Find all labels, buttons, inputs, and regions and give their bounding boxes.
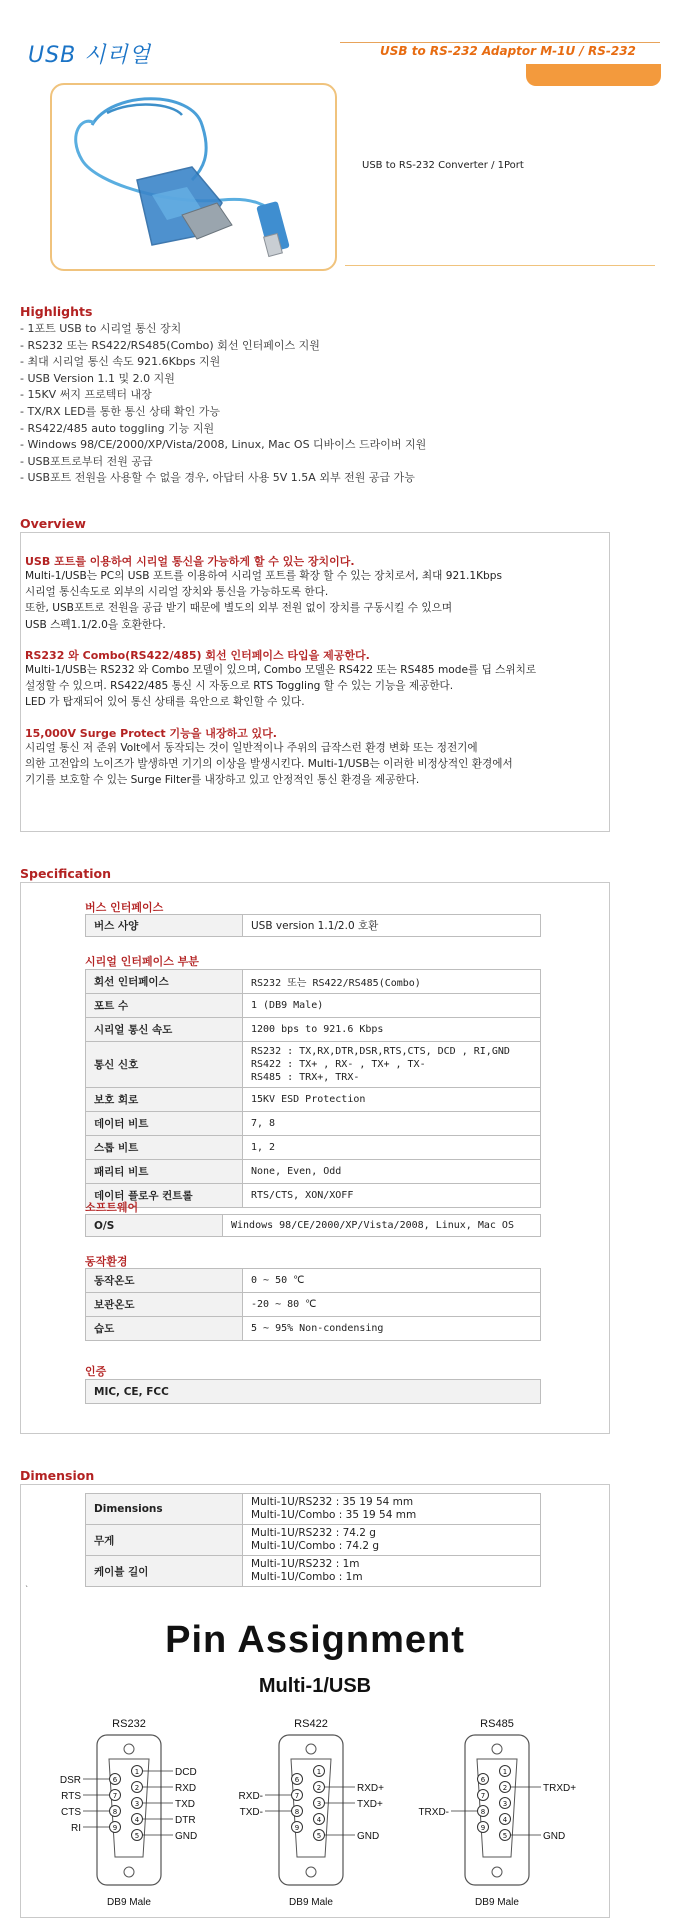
spec-group-title: 시리얼 인터페이스 부분	[85, 955, 199, 968]
list-item: - 최대 시리얼 통신 속도 921.6Kbps 지원	[20, 355, 221, 369]
pin-number: 6	[480, 1776, 486, 1784]
spec-key: 스톱 비트	[86, 1136, 243, 1160]
spec-key: 패리티 비트	[86, 1160, 243, 1184]
overview-heading-3: 15,000V Surge Protect 기능을 내장하고 있다.	[25, 727, 277, 740]
pin-assignment-title: Pin Assignment	[165, 1619, 465, 1661]
connector-shell	[279, 1735, 343, 1885]
spec-table-environment	[85, 1268, 541, 1341]
product-name: USB to RS-232 Adaptor M-1U / RS-232	[380, 44, 636, 58]
spec-value: Multi-1U/RS232 : 1m Multi-1U/Combo : 1m	[243, 1556, 541, 1587]
highlights-list	[20, 321, 426, 487]
table-row	[86, 1317, 541, 1341]
dimension-table	[85, 1493, 541, 1587]
connector-footer: DB9 Male	[289, 1897, 333, 1908]
pin-label: RTS	[61, 1791, 81, 1802]
pin-number: 8	[294, 1808, 300, 1816]
table-row	[86, 1160, 541, 1184]
pin-number: 7	[480, 1792, 486, 1800]
pin-number: 3	[502, 1800, 508, 1808]
spec-key: 데이터 플로우 컨트롤	[86, 1184, 243, 1208]
highlights-title: Highlights	[20, 304, 93, 319]
pin-number: 9	[294, 1824, 300, 1832]
spec-key: 포트 수	[86, 994, 243, 1018]
spec-key: O/S	[86, 1215, 223, 1237]
pin-number: 7	[294, 1792, 300, 1800]
table-row	[86, 1042, 541, 1088]
connector-rs232	[60, 1718, 197, 1908]
table-row	[86, 970, 541, 994]
list-item: - RS422/485 auto toggling 기능 지원	[20, 421, 215, 435]
table-row	[86, 915, 541, 937]
pin-number: 8	[112, 1808, 118, 1816]
spec-value: -20 ~ 80 ℃	[243, 1293, 541, 1317]
list-item: - TX/RX LED를 통한 통신 상태 확인 가능	[20, 404, 221, 418]
pin-number: 9	[480, 1824, 486, 1832]
spec-value: None, Even, Odd	[243, 1160, 541, 1184]
spec-key: 무게	[86, 1525, 243, 1556]
pin-number: 1	[134, 1768, 140, 1776]
pin-label: GND	[175, 1831, 198, 1842]
specification-box	[20, 882, 610, 1434]
pin-number: 6	[112, 1776, 118, 1784]
overview-text-1: Multi-1/USB는 PC의 USB 포트를 이용하여 시리얼 포트를 확장 할 수 있는 장치로서, 최대 921.1Kbps 시리얼 통신속도로 외부의 시리얼 장치와 통신을 가능하도록 한다. 또한, USB포트로 전원을 공급 받기 때문에 별도의 외부 전원 없이 장치를 구동시킬 수 있으며 USB 스펙1.1/2.0을 호환한다.	[25, 570, 502, 631]
pin-number: 4	[134, 1816, 140, 1824]
pin-diagram	[21, 1715, 609, 1915]
spec-key: MIC, CE, FCC	[86, 1380, 541, 1404]
spec-key: 시리얼 통신 속도	[86, 1018, 243, 1042]
spec-key: 데이터 비트	[86, 1112, 243, 1136]
mount-hole	[492, 1867, 502, 1877]
pin-label: RXD-	[238, 1791, 263, 1802]
pin-label: RI	[71, 1823, 81, 1834]
table-row	[86, 1380, 541, 1404]
spec-table-certification	[85, 1379, 541, 1404]
overview-title: Overview	[20, 516, 86, 531]
overview-text-3: 시리얼 통신 저 준위 Volt에서 동작되는 것이 일반적이나 주위의 급작스런 환경 변화 또는 정전기에 의한 고전압의 노이즈가 발생하면 기기의 이상을 발생시킨다. Multi-1/USB는 이러한 비정상적인 환경에서 기기를 보호할 수 있는 Surge Filter를 내장하고 있고 안정적인 통신 환경을 제공한다.	[25, 742, 513, 787]
table-row	[86, 1088, 541, 1112]
overview-box	[20, 532, 610, 832]
pin-label: DCD	[175, 1767, 197, 1778]
list-item: - USB Version 1.1 및 2.0 지원	[20, 371, 175, 385]
spec-value: Multi-1U/RS232 : 35 19 54 mm Multi-1U/Combo : 35 19 54 mm	[243, 1494, 541, 1525]
spec-value: 5 ~ 95% Non-condensing	[243, 1317, 541, 1341]
connector-shell	[465, 1735, 529, 1885]
page-title: USB 시리얼	[28, 43, 151, 68]
list-item: - USB포트 전원을 사용할 수 없을 경우, 아답터 사용 5V 1.5A 외부 전원 공급 가능	[20, 471, 415, 485]
spec-key: 회선 인터페이스	[86, 970, 243, 994]
pin-label: TRXD-	[418, 1807, 449, 1818]
spec-table-serial	[85, 969, 541, 1208]
pin-number: 2	[134, 1784, 140, 1792]
pin-number: 5	[316, 1832, 322, 1840]
pin-label: RXD+	[357, 1783, 384, 1794]
spec-key: 통신 신호	[86, 1042, 243, 1088]
spec-group-title: 버스 인터페이스	[85, 901, 164, 914]
pin-number: 9	[112, 1824, 118, 1832]
mount-hole	[124, 1867, 134, 1877]
spec-value: Windows 98/CE/2000/XP/Vista/2008, Linux, Mac OS	[223, 1215, 541, 1237]
spec-group-title: 동작환경	[85, 1255, 128, 1268]
pin-number: 5	[134, 1832, 140, 1840]
table-row	[86, 994, 541, 1018]
pin-number: 5	[502, 1832, 508, 1840]
pin-number: 2	[502, 1784, 508, 1792]
list-item: - 15KV 써지 프로텍터 내장	[20, 388, 152, 402]
spec-value: USB version 1.1/2.0 호환	[243, 915, 541, 937]
pin-number: 3	[316, 1800, 322, 1808]
pin-number: 1	[316, 1768, 322, 1776]
pin-number: 4	[316, 1816, 322, 1824]
table-row	[86, 1018, 541, 1042]
dimension-title: Dimension	[20, 1468, 95, 1483]
product-short-description: USB to RS-232 Converter / 1Port	[362, 160, 524, 171]
pin-assignment-subtitle: Multi-1/USB	[258, 1675, 372, 1697]
pin-number: 8	[480, 1808, 486, 1816]
spec-value: RS232 : TX,RX,DTR,DSR,RTS,CTS, DCD , RI,GND RS422 : TX+ , RX- , TX+ , TX- RS485 : TRX+, TRX-	[243, 1042, 541, 1088]
mount-hole	[306, 1744, 316, 1754]
spec-value: 15KV ESD Protection	[243, 1088, 541, 1112]
pin-number: 6	[294, 1776, 300, 1784]
spec-key: Dimensions	[86, 1494, 243, 1525]
pin-number: 1	[502, 1768, 508, 1776]
spec-key: 습도	[86, 1317, 243, 1341]
spec-key: 버스 사양	[86, 915, 243, 937]
connector-footer: DB9 Male	[475, 1897, 519, 1908]
spec-group-title: 소프트웨어	[85, 1201, 139, 1214]
spec-value: 7, 8	[243, 1112, 541, 1136]
table-row	[86, 1525, 541, 1556]
pin-label: GND	[357, 1831, 380, 1842]
table-row	[86, 1293, 541, 1317]
spec-table-software	[85, 1214, 541, 1237]
table-row	[86, 1269, 541, 1293]
spec-key: 보호 회로	[86, 1088, 243, 1112]
spec-key: 보관온도	[86, 1293, 243, 1317]
pin-label: DTR	[175, 1815, 196, 1826]
list-item: - USB포트로부터 전원 공급	[20, 454, 153, 468]
table-row	[86, 1556, 541, 1587]
spec-value: 1 (DB9 Male)	[243, 994, 541, 1018]
spec-value: 1200 bps to 921.6 Kbps	[243, 1018, 541, 1042]
pin-label: TXD	[175, 1799, 195, 1810]
mount-hole	[306, 1867, 316, 1877]
list-item: - RS232 또는 RS422/RS485(Combo) 회선 인터페이스 지원	[20, 338, 320, 352]
table-row	[86, 1184, 541, 1208]
connector-footer: DB9 Male	[107, 1897, 151, 1908]
mount-hole	[124, 1744, 134, 1754]
connector-rs422	[239, 1718, 385, 1908]
pin-label: TRXD+	[543, 1783, 577, 1794]
spec-value: 1, 2	[243, 1136, 541, 1160]
pin-label: TXD+	[357, 1799, 383, 1810]
spec-key: 케이블 길이	[86, 1556, 243, 1587]
pin-number: 3	[134, 1800, 140, 1808]
pin-label: GND	[543, 1831, 566, 1842]
usb-adapter-image	[52, 85, 335, 269]
list-item: - 1포트 USB to 시리얼 통신 장치	[20, 322, 182, 335]
spec-key: 동작온도	[86, 1269, 243, 1293]
overview-text-2: Multi-1/USB는 RS232 와 Combo 모델이 있으며, Combo 모델은 RS422 또는 RS485 mode를 딥 스위치로 설정할 수 있으며. RS422/485 통신 시 자동으로 RTS Toggling 할 수 있는 기능을 제공한다. LED 가 탑재되어 있어 통신 상태를 육안으로 확인할 수 있다.	[25, 664, 537, 709]
table-row	[86, 1494, 541, 1525]
table-row	[86, 1112, 541, 1136]
table-row	[86, 1215, 541, 1237]
pin-number: 2	[316, 1784, 322, 1792]
pin-number: 4	[502, 1816, 508, 1824]
spec-value: Multi-1U/RS232 : 74.2 g Multi-1U/Combo : 74.2 g	[243, 1525, 541, 1556]
connector-name: RS422	[294, 1718, 328, 1730]
connector-rs485	[418, 1718, 576, 1908]
connector-name: RS485	[480, 1718, 514, 1730]
pin-label: DSR	[59, 1775, 81, 1786]
connector-name: RS232	[112, 1718, 146, 1730]
mount-hole	[492, 1744, 502, 1754]
dimension-box	[20, 1484, 610, 1918]
table-row	[86, 1136, 541, 1160]
overview-heading-1: USB 포트를 이용하여 시리얼 통신을 가능하게 할 수 있는 장치이다.	[25, 555, 355, 568]
spec-value: RS232 또는 RS422/RS485(Combo)	[243, 970, 541, 994]
pin-label: RXD	[175, 1783, 197, 1794]
connector-shell	[97, 1735, 161, 1885]
spec-table-bus	[85, 914, 541, 937]
spec-value: 0 ~ 50 ℃	[243, 1269, 541, 1293]
spec-group-title: 인증	[85, 1365, 107, 1378]
specification-title: Specification	[20, 866, 111, 881]
stray-mark: `	[25, 1585, 29, 1594]
product-photo	[50, 83, 337, 271]
spec-value: RTS/CTS, XON/XOFF	[243, 1184, 541, 1208]
overview-heading-2: RS232 와 Combo(RS422/485) 회선 인터페이스 타입을 제공한다.	[25, 649, 370, 662]
list-item: - Windows 98/CE/2000/XP/Vista/2008, Linux, Mac OS 디바이스 드라이버 지원	[20, 438, 427, 452]
pin-label: CTS	[61, 1807, 81, 1818]
pin-number: 7	[112, 1792, 118, 1800]
header-divider-lower	[345, 265, 655, 266]
header-tab-decoration	[526, 64, 661, 86]
pin-label: TXD-	[239, 1807, 263, 1818]
header-divider	[340, 42, 660, 43]
